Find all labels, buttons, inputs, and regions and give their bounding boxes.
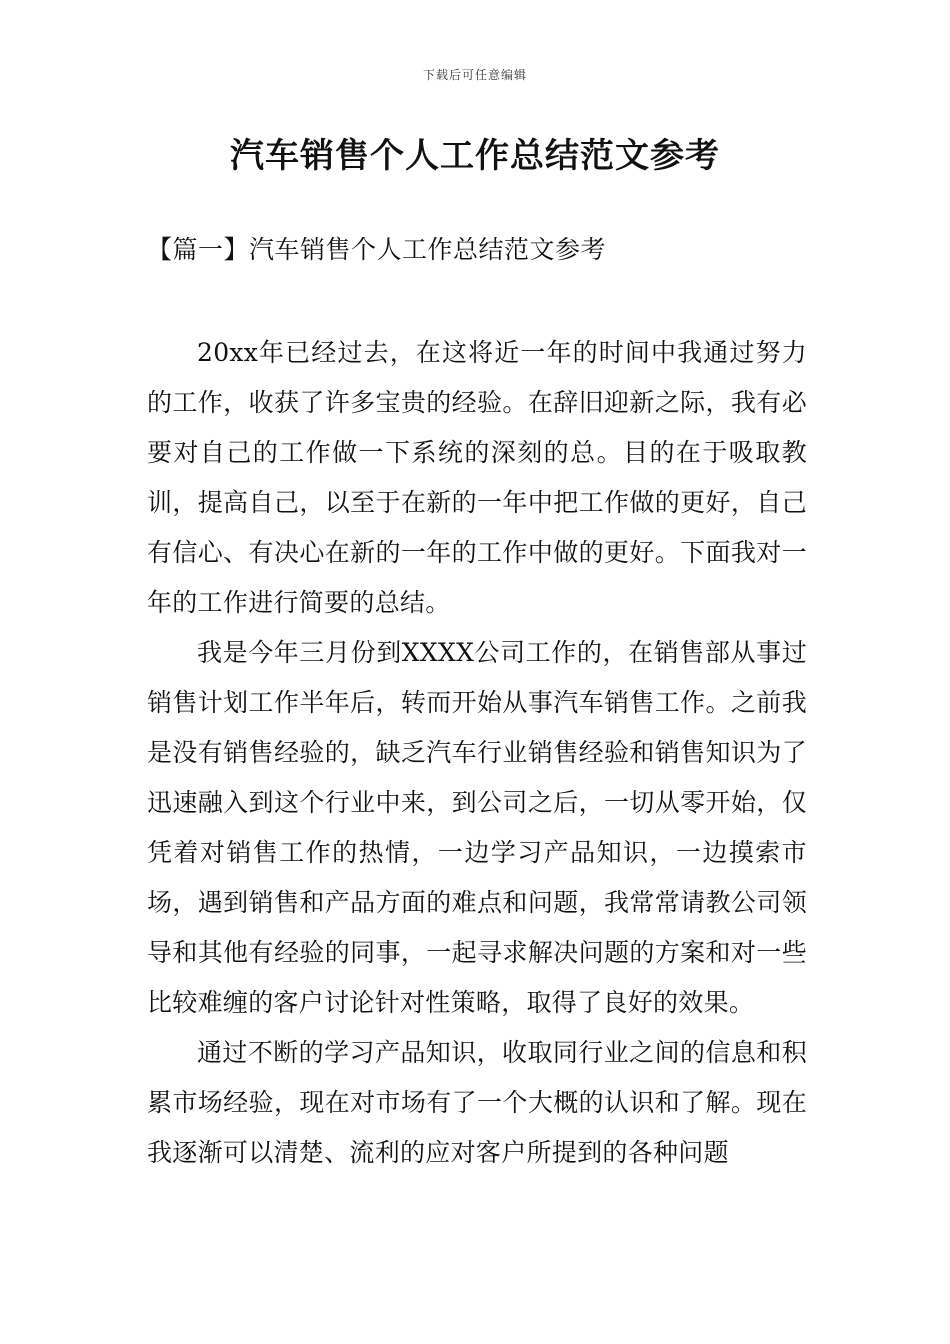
document-title: 汽车销售个人工作总结范文参考 — [230, 136, 720, 176]
paragraph-3: 通过不断的学习产品知识，收取同行业之间的信息和积累市场经验，现在对市场有了一个大概的认识和了解。现在我逐渐可以清楚、流利的应对客户所提到的各种问题 — [147, 1038, 807, 1167]
paragraph-1: 20xx年已经过去，在这将近一年的时间中我通过努力的工作，收获了许多宝贵的经验。在辞旧迎新之际，我有必要对自己的工作做一下系统的深刻的总。目的在于吸取教训，提高自己，以至于在新的一年中把工作做的更好，自己有信心、有决心在新的一年的工作中做的更好。下面我对一年的工作进行简要的总结。 — [147, 338, 807, 617]
body-text — [147, 328, 807, 1178]
section-heading: 【篇一】汽车销售个人工作总结范文参考 — [147, 235, 607, 264]
paragraph-2: 我是今年三月份到XXXX公司工作的，在销售部从事过销售计划工作半年后，转而开始从事汽车销售工作。之前我是没有销售经验的，缺乏汽车行业销售经验和销售知识为了迅速融入到这个行业中来，到公司之后，一切从零开始，仅凭着对销售工作的热情，一边学习产品知识，一边摸索市场，遇到销售和产品方面的难点和问题，我常常请教公司领导和其他有经验的同事，一起寻求解决问题的方案和对一些比较难缠的客户讨论针对性策略，取得了良好的效果。 — [147, 638, 807, 1017]
header-note: 下载后可任意编辑 — [422, 68, 527, 82]
